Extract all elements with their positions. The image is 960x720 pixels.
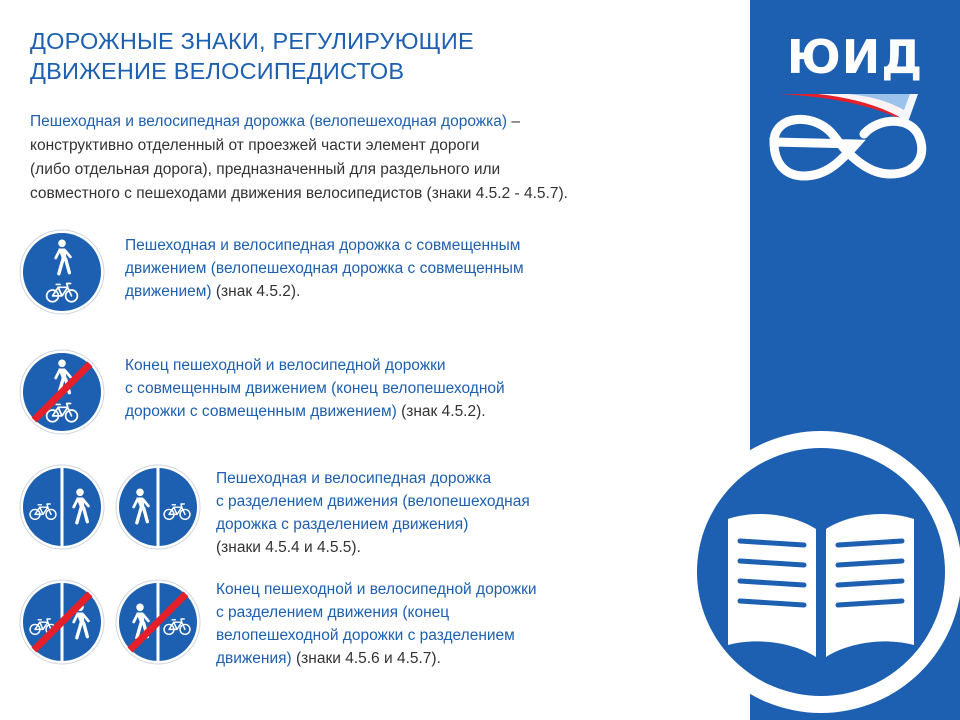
sign-3-name-line-3: дорожка с разделением движения): [216, 516, 469, 533]
open-book-icon: [676, 427, 960, 717]
definition-line-3: (либо отдельная дорога), предназначенный для раздельного или: [30, 161, 501, 178]
sign-4-name-line-2: с разделением движения (конец: [216, 604, 450, 621]
sign-1-name-line-1: Пешеходная и велосипедная дорожка с совмещенным: [125, 237, 521, 254]
title-line-2: ДВИЖЕНИЕ ВЕЛОСИПЕДИСТОВ: [30, 58, 405, 84]
road-sign-4-5-4-icon: [18, 463, 106, 551]
yuid-bicycle-logo-icon: [768, 88, 952, 198]
sign-3-name-line-1: Пешеходная и велосипедная дорожка: [216, 470, 492, 487]
sign-4-code: (знаки 4.5.6 и 4.5.7).: [291, 650, 441, 667]
definition-paragraph: [30, 110, 730, 206]
sign-4-name-line-4: движения): [216, 650, 292, 667]
sign-1-name-line-2: движением (велопешеходная дорожка с совмещенным: [125, 260, 524, 277]
sign-4-name-line-3: велопешеходной дорожки с разделением: [216, 627, 515, 644]
sign-description-3: [216, 467, 530, 559]
sign-3-name-line-2: с разделением движения (велопешеходная: [216, 493, 530, 510]
page-title: [30, 26, 474, 86]
sign-description-2: [125, 354, 505, 423]
road-sign-4-5-2-icon: [18, 228, 106, 316]
definition-line-4: совместного с пешеходами движения велосипедистов (знаки 4.5.2 - 4.5.7).: [30, 185, 568, 202]
sign-description-4: [216, 578, 537, 670]
sign-description-1: [125, 234, 524, 303]
title-line-1: ДОРОЖНЫЕ ЗНАКИ, РЕГУЛИРУЮЩИЕ: [30, 28, 474, 54]
sign-3-code: (знаки 4.5.4 и 4.5.5).: [216, 539, 361, 556]
sign-2-name-line-3: дорожки с совмещенным движением): [125, 403, 397, 420]
sign-1-name-line-3: движением): [125, 283, 212, 300]
sign-1-code: (знак 4.5.2).: [211, 283, 301, 300]
sign-2-code: (знак 4.5.2).: [396, 403, 486, 420]
sign-4-name-line-1: Конец пешеходной и велосипедной дорожки: [216, 581, 537, 598]
definition-dash: –: [507, 113, 520, 130]
definition-term: Пешеходная и велосипедная дорожка (велопешеходная дорожка): [30, 113, 508, 130]
sign-2-name-line-1: Конец пешеходной и велосипедной дорожки: [125, 357, 446, 374]
road-sign-4-5-7-icon: [114, 578, 202, 666]
road-sign-4-5-6-icon: [18, 578, 106, 666]
road-sign-4-5-5-icon: [114, 463, 202, 551]
logo-text: ЮИД: [786, 30, 924, 84]
road-sign-4-5-3-icon: [18, 348, 106, 436]
sign-2-name-line-2: с совмещенным движением (конец велопешеходной: [125, 380, 505, 397]
definition-line-2: конструктивно отделенный от проезжей части элемент дороги: [30, 137, 480, 154]
